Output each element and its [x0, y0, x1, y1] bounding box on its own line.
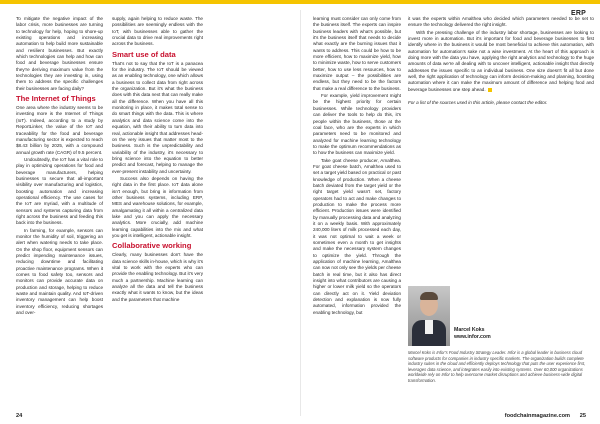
- paragraph: To mitigate the negative impact of the labor crisis, more businesses are turning to technology for help, hoping to shore-up existing operations and increasing automation to help build more sustainable and resilient businesses. But exactly which technologies can help and how can food and beverage businesses ensure they're deriving maximum value from the technologies they are investing in, using them to address the specific challenges their businesses are facing daily?: [16, 16, 103, 91]
- author-bio: [408, 286, 593, 396]
- paragraph: For example, yield improvement might be the highest priority for certain businesses. While technology providers can deliver the tools to help do this, it's people within the business, those at the coal face, who are the experts in which parameters need to be monitored and analyzed for machine learning technology to make the optimum recommendations as to how the business can maximize yield.: [313, 93, 401, 156]
- author-website[interactable]: www.infor.com: [454, 334, 491, 340]
- paragraph: it was the experts within Amalthea who decided which parameters needed to be set to ensure the technology delivered the right insight.: [408, 16, 594, 28]
- paragraph: Take goat cheese producer, Amalthea. For goat cheese batch, Amalthea used to set a target yield based on practical or past knowledge of production. When a cheese batch deviated from the target yield or the right target yield wasn't set, factory operators had to act and make changes to production to make the process more efficient. Production issues were identified by manually processing data and analyzing it on a weekly basis. With approximately 240,000 liters of milk processed each day, it was not optimal to wait a week or sometimes even a month to get insights and make the necessary system changes to optimize the yield. Through the application of machine learning, Amalthea can now not only see the yields per cheese batch in real time, but it also has direct insight into what contributors are causing a higher or lower milk yield so the operators can directly act on it. Yield deviation detection and explanation is now fully automated, information provided the enabling technology, but: [313, 157, 401, 315]
- footer-website[interactable]: foodchainmagazine.com: [504, 413, 570, 419]
- page-divider: [300, 10, 301, 416]
- paragraph: Undoubtedly, the IoT has a vital role to play in optimizing operations for food and beverage manufacturers, helping businesses to secure that all-important visibility over manufacturing and logistics, boosting automation and increasing operational efficiency. The use cases for the IoT are myriad, with a multitude of sensors and systems capturing data from right across the business and feeding this back into the business.: [16, 156, 103, 226]
- author-photo: [408, 286, 450, 346]
- page-number-right: 25: [579, 413, 586, 419]
- paragraph: learning must consider can only come from the business itself. The experts can inspire business leaders with what's possible, but it's the business itself that needs to decide what exactly are the burning issues that it wants to address. This could be how to be more efficient, how to maximize yield, how to minimize waste, how to serve customers better, how to use less resources, how to maximize output – the possibilities are endless, but they need to be the factors that make a real difference to the business.: [313, 16, 401, 91]
- top-accent-bar-left: [0, 0, 300, 4]
- author-bio-text: Marcel Koks is Infor's Food Industry Strategy Leader. Infor is a global leader in business cloud software products for companies in industry specific markets. The organization builds complete industry suites in the cloud and efficiently deploys technology that puts the user experience first, leverages data science, and integrates easily into existing systems. Over 60,000 organizations worldwide rely on Infor to help overcome market disruptions and achieve business-wide digital transformation.: [408, 350, 586, 383]
- top-accent-bar-right: [300, 0, 600, 4]
- article-column-4: [408, 16, 594, 107]
- top-accent-bar: [0, 0, 600, 7]
- section-heading: Smart use of data: [112, 49, 176, 59]
- article-column-1: [16, 16, 103, 317]
- section-heading: Collaborative working: [112, 241, 192, 251]
- end-mark-icon: [488, 88, 492, 92]
- paragraph: That's not to say that the IoT is a panacea for the industry. The IoT should be viewed as an enabling technology, one which allows a business to collect data from right across the organization. But it's what the business does with this data next that can really make all the difference. When you have all this monitoring in place, it makes total sense to do smart things with the data. This is where analytics and data science come into the equation, with their ability to turn data into real, actionable insight that addresses head-on the very issues that matter most to the business. Such is the unpredictability and variability of the industry, it's necessary to bring science into the equation to better predict and forecast, helping to manage the ever-present instability and uncertainty.: [112, 60, 203, 174]
- author-name: Marcel Koks: [454, 327, 485, 333]
- section-tag: ERP: [571, 10, 586, 17]
- paragraph-text: With the pressing challenge of the industry labor shortage, businesses are looking to invest more in automation. But it's important for food and beverage businesses to first identify where in the business it would be most beneficial to achieve this automation, with automation for automation's sake not a wise investment. At the heart of this approach is doing more with the data you have, applying the right analytics and technology to the huge amounts of data we're all dealing with to uncover intelligent, actionable insight that directly addresses the issues specific to an individual business. One size doesn't fit all but done well, the right application of technology can inform decision-making and planning, boosting automation where it can make the maximum amount of difference and helping food and beverage businesses one step ahead.: [408, 29, 594, 92]
- sources-note: For a list of the sources used in this article, please contact the editor.: [408, 100, 548, 106]
- paragraph: [408, 30, 594, 93]
- section-heading: The Internet of Things: [16, 94, 96, 104]
- article-column-2: [112, 16, 203, 304]
- paragraph: supply, again helping to reduce waste. The possibilities are seemingly endless with the IoT, with businesses able to gather the crucial data to drive real improvements right across the business.: [112, 16, 203, 47]
- paragraph: Success also depends on having the right data in the first place. IoT data alone isn't enough, but bring in information from other business systems, including ERP, MES and warehouse solutions, for example, amalgamating it all within a centralized data lake and you can apply the necessary analytics. More crucially, add machine learning capabilities into the mix and what you get is intelligent, actionable insight.: [112, 175, 203, 238]
- paragraph: In farming, for example, sensors can monitor the humidity of soil, triggering an alert when watering needs to take place. On the shop floor, equipment sensors can predict impending maintenance issues, reducing downtime and facilitating proactive maintenance programs. When it comes to food safety too, sensors and monitors can provide accurate data on production and storage, helping to reduce waste and maintain quality. And IoT-driven inventory management can help boost inventory efficiency, reducing shortages and over-: [16, 227, 103, 316]
- author-photo-shirt: [425, 320, 433, 334]
- paragraph: One area where the industry seems to be investing more is the Internet of Things (IoT). Indeed, according to a study by ReportLinker, the value of the IoT and traceability for the food and beverage manufacturing sector is expected to reach $8.43 billion by 2025, with a compound annual growth rate (CAGR) of 9.5 percent.: [16, 105, 103, 155]
- page-number-left: 24: [16, 413, 23, 419]
- article-column-3: [313, 16, 401, 317]
- author-photo-hair: [420, 292, 438, 300]
- paragraph: Clearly, many businesses don't have the data science skills in-house, which is why it's vital to work with the experts who can provide the enabling technology. But it's very much a partnership. Machine learning can analyze all the data and tell the business exactly what it wants to know, but the ideas and the parameters that machine: [112, 252, 204, 302]
